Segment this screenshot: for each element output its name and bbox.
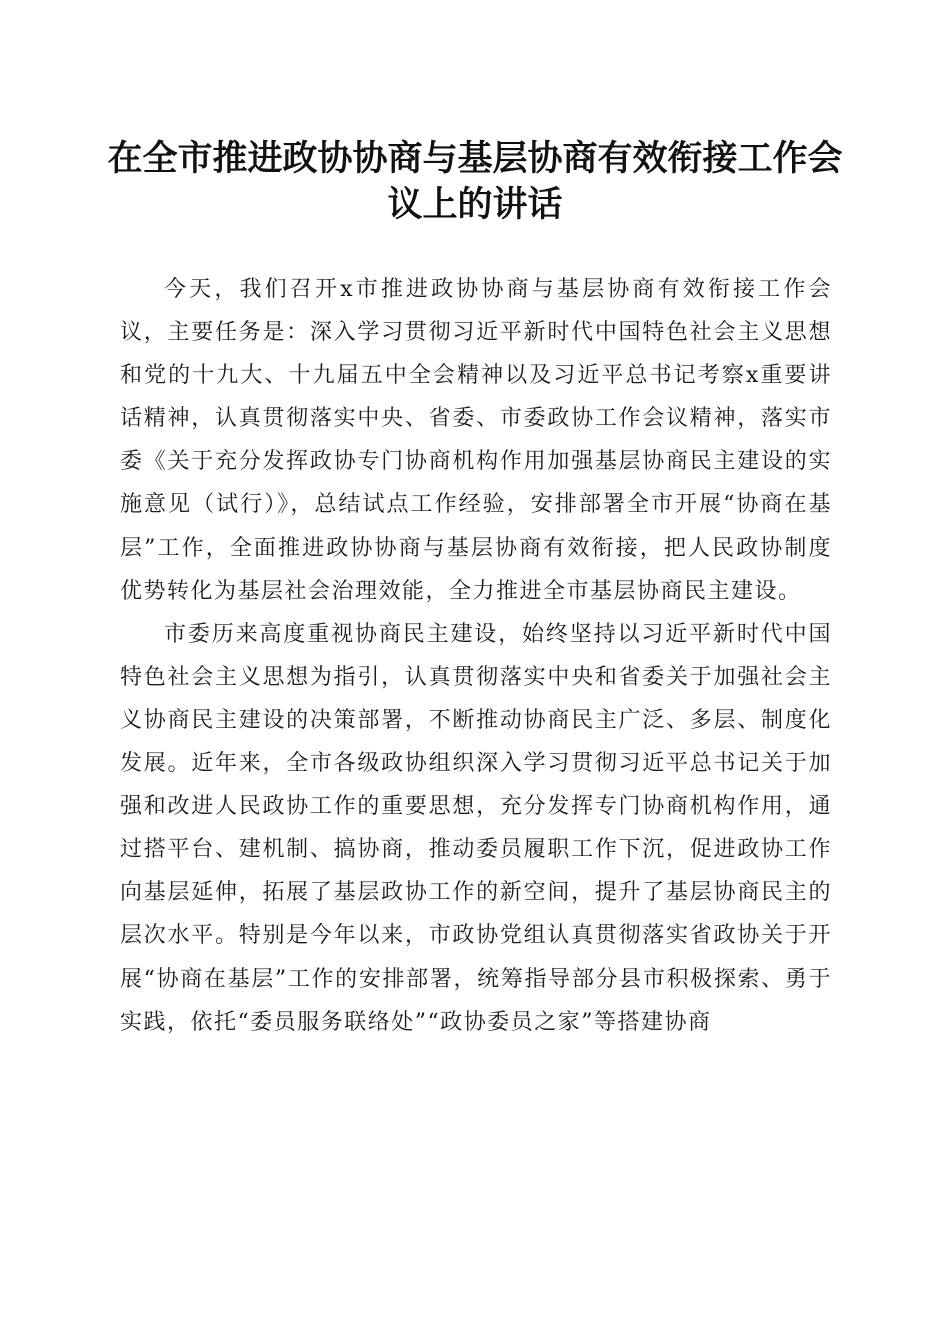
document-title: 在全市推进政协协商与基层协商有效衔接工作会议上的讲话 — [107, 138, 843, 225]
paragraph-1: 今天，我们召开x市推进政协协商与基层协商有效衔接工作会议，主要任务是：深入学习贯彻习近平新时代中国特色社会主义思想和党的十九大、十九届五中全会精神以及习近平总书记考察x重要讲话精神，认真贯彻落实中央、省委、市委政协工作会议精神，落实市委《关于充分发挥政协专门协商机构作用加强基层协商民主建设的实施意见（试行）》，总结试点工作经验，安排部署全市开展“协商在基层”工作，全面推进政协协商与基层协商有效衔接，把人民政协制度优势转化为基层社会治理效能，全力推进全市基层协商民主建设。 — [120, 277, 832, 604]
document-body — [120, 268, 832, 1044]
paragraph-2: 市委历来高度重视协商民主建设，始终坚持以习近平新时代中国特色社会主义思想为指引，认真贯彻落实中央和省委关于加强社会主义协商民主建设的决策部署，不断推动协商民主广泛、多层、制度化发展。近年来，全市各级政协组织深入学习贯彻习近平总书记关于加强和改进人民政协工作的重要思想，充分发挥专门协商机构作用，通过搭平台、建机制、搞协商，推动委员履职工作下沉，促进政协工作向基层延伸，拓展了基层政协工作的新空间，提升了基层协商民主的层次水平。特别是今年以来，市政协党组认真贯彻落实省政协关于开展“协商在基层”工作的安排部署，统筹指导部分县市积极探索、勇于实践，依托“委员服务联络处”“政协委员之家”等搭建协商 — [120, 621, 832, 1035]
